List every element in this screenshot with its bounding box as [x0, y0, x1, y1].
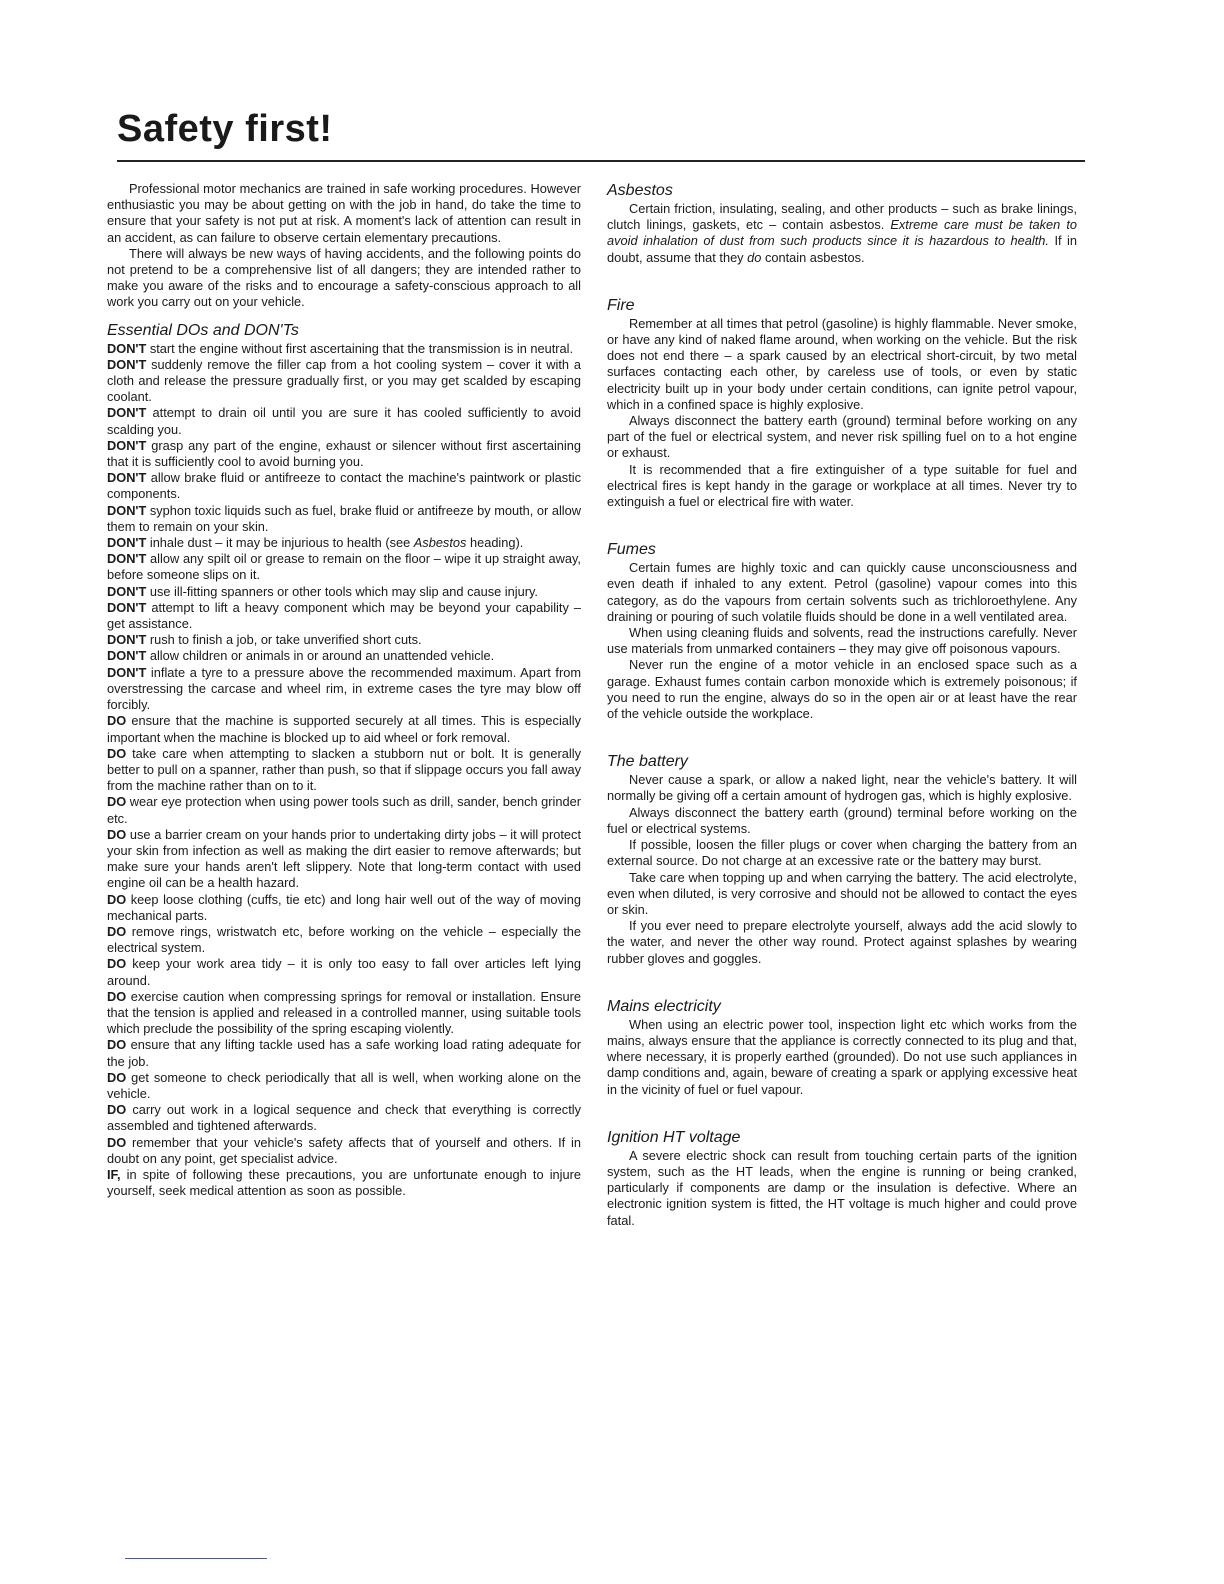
mains-paragraph-1: When using an electric power tool, inspection light etc which works from the mains, always ensure that the appliance is correctly connected to its plug and that, where necessary, it is properly earthed (grounded). Do not use such appliances in damp conditions and, again, beware of creating a spark or applying excessive heat in the vicinity of fuel or fuel vapour. [607, 1016, 1077, 1097]
fumes-paragraph-1: Certain fumes are highly toxic and can quickly cause unconsciousness and even death if inhaled to any extent. Petrol (gasoline) vapour comes into this category, as do the vapours from certain solvents such as trichloroethylene. Any draining or pouring of such volatile fluids should be done in a well ventilated area. [607, 560, 1077, 624]
safety-rule-item [107, 1037, 581, 1069]
page-title: Safety first! [117, 108, 333, 150]
rule-keyword: DON'T [107, 648, 147, 664]
rule-keyword: DO [107, 1037, 127, 1053]
battery-paragraph-5: If you ever need to prepare electrolyte yourself, always add the acid slowly to the water, and never the other way round. Protect against splashes by wearing rubber gloves and goggles. [607, 918, 1077, 966]
rule-text: inhale dust – it may be injurious to health (see [146, 535, 414, 551]
battery-paragraph-4: Take care when topping up and when carrying the battery. The acid electrolyte, even when diluted, is very corrosive and should not be allowed to contact the eyes or skin. [607, 869, 1077, 917]
safety-rule-item [107, 1135, 581, 1167]
rule-keyword: DON'T [107, 664, 147, 680]
fire-paragraph-3: It is recommended that a fire extinguisher of a type suitable for fuel and electrical fires is kept handy in the garage or workplace at all times. Never try to extinguish a fuel or electrical fire with water. [607, 461, 1077, 510]
rule-keyword: DO [107, 794, 127, 810]
rule-text: use ill-fitting spanners or other tools which may slip and cause injury. [146, 583, 538, 599]
rule-keyword: DO [107, 826, 127, 842]
right-column [607, 181, 1077, 1259]
rule-text: rush to finish a job, or take unverified short cuts. [146, 632, 422, 648]
rule-keyword: DO [107, 713, 127, 729]
safety-rule-item [107, 341, 581, 357]
rule-keyword: DON'T [107, 340, 147, 356]
rule-text: attempt to drain oil until you are sure it has cooled sufficiently to avoid scalding you. [107, 405, 581, 437]
intro-paragraph-1: Professional motor mechanics are trained in safe working procedures. However enthusiastic you may be about getting on with the job in hand, do take the time to ensure that your safety is not put at risk. A moment's lack of attention can result in an accident, as can failure to observe certain elementary precautions. [107, 181, 581, 245]
rule-text: attempt to lift a heavy component which may be beyond your capability – get assistance. [107, 599, 581, 632]
section-heading-asbestos: Asbestos [607, 182, 673, 199]
rule-keyword: DON'T [107, 437, 147, 453]
rule-keyword: DO [107, 988, 127, 1004]
rule-keyword: DON'T [107, 535, 147, 551]
rule-keyword: DO [107, 956, 127, 972]
rule-keyword: DON'T [107, 632, 147, 648]
intro-paragraph-2: There will always be new ways of having accidents, and the following points do not pretend to be a comprehensive list of all dangers; they are intended rather to make you aware of the risks and to encourage a safety-conscious approach to all work you carry out on your vehicle. [107, 245, 581, 310]
rule-keyword: DO [107, 1134, 127, 1150]
essentials-list [107, 341, 581, 1200]
rule-text: ensure that any lifting tackle used has a safe working load rating adequate for the job. [107, 1037, 581, 1069]
section-heading-ignition: Ignition HT voltage [607, 1128, 741, 1146]
rule-keyword: DO [107, 1102, 127, 1118]
section-mains [607, 997, 1077, 1098]
asbestos-paragraph [607, 201, 1077, 266]
asbestos-text-c: contain asbestos. [761, 249, 865, 265]
rule-text: start the engine without first ascertaining that the transmission is in neutral. [146, 340, 574, 356]
rule-text: suddenly remove the filler cap from a hot cooling system – cover it with a cloth and release the pressure gradually first, or you may get scalded by escaping coolant. [107, 356, 581, 405]
rule-keyword: DO [107, 1069, 127, 1085]
safety-rule-item [107, 989, 581, 1038]
section-battery [607, 752, 1077, 966]
rule-keyword: DO [107, 745, 127, 761]
rule-keyword: DON'T [107, 583, 147, 599]
rule-keyword: DO [107, 923, 127, 939]
safety-rule-item [107, 503, 581, 535]
ignition-paragraph-1: A severe electric shock can result from touching certain parts of the ignition system, such as the HT leads, when the engine is running or being cranked, particularly if components are damp or the insulation is defective. Where an electronic ignition system is fitted, the HT voltage is much higher and could prove fatal. [607, 1147, 1077, 1228]
section-fumes [607, 540, 1077, 722]
safety-rule-item [107, 632, 581, 648]
safety-rule-item [107, 535, 581, 551]
rule-keyword: DO [107, 891, 127, 907]
rule-keyword: IF, [107, 1166, 121, 1182]
safety-rule-item [107, 1070, 581, 1102]
rule-text: exercise caution when compressing springs for removal or installation. Ensure that the tension is applied and released in a controlled manner, using suitable tools which preclude the possibility of the spring escaping violently. [107, 988, 581, 1037]
section-fire [607, 296, 1077, 510]
rule-keyword: DON'T [107, 356, 147, 372]
rule-text: inflate a tyre to a pressure above the recommended maximum. Apart from overstressing the carcase and wheel rim, in extreme cases the tyre may blow off forcibly. [107, 664, 581, 713]
rule-text: wear eye protection when using power tools such as drill, sander, bench grinder etc. [107, 794, 581, 826]
fumes-paragraph-2: When using cleaning fluids and solvents, read the instructions carefully. Never use materials from unmarked containers – they may give off poisonous vapours. [607, 625, 1077, 657]
rule-text: in spite of following these precautions, you are unfortunate enough to injure yourself, seek medical attention as soon as possible. [107, 1166, 581, 1199]
asbestos-text-a: Certain friction, insulating, sealing, and other products – such as brake linings, clutch linings, gaskets, etc – contain asbestos. [607, 201, 1077, 233]
fumes-paragraph-3: Never run the engine of a motor vehicle in an enclosed space such as a garage. Exhaust fumes contain carbon monoxide which is extremely poisonous; if you need to run the engine, always do so in the open air or at least have the rear of the vehicle outside the workplace. [607, 657, 1077, 722]
rule-text: remove rings, wristwatch etc, before working on the vehicle – especially the electrical system. [107, 923, 581, 956]
rule-text: remember that your vehicle's safety affects that of yourself and others. If in doubt on any point, get specialist advice. [107, 1134, 581, 1166]
rule-text: get someone to check periodically that all is well, when working alone on the vehicle. [107, 1069, 581, 1101]
rule-keyword: DON'T [107, 599, 147, 615]
safety-rule-item [107, 924, 581, 956]
section-heading-essentials: Essential DOs and DON'Ts [107, 321, 299, 339]
safety-rule-item [107, 405, 581, 437]
fire-paragraph-1: Remember at all times that petrol (gasoline) is highly flammable. Never smoke, or have any kind of naked flame around, when working on the vehicle. But the risk does not end there – a spark caused by an electrical short-circuit, by two metal surfaces contacting each other, by careless use of tools, or even by static electricity built up in your body under certain conditions, can ignite petrol vapour, which in a confined space is highly explosive. [607, 315, 1077, 412]
section-ignition [607, 1128, 1077, 1229]
safety-rule-item [107, 648, 581, 664]
section-asbestos [607, 181, 1077, 266]
rule-text: ensure that the machine is supported securely at all times. This is especially important when the machine is blocked up to aid wheel or fork removal. [107, 713, 581, 745]
rule-text: use a barrier cream on your hands prior to undertaking dirty jobs – it will protect your skin from infection as well as making the dirt easier to remove afterwards; but make sure your hands aren't left slippery. Note that long-term contact with used engine oil can be a health hazard. [107, 826, 581, 891]
rule-emphasis: Asbestos [413, 535, 467, 551]
safety-rule-item [107, 892, 581, 924]
rule-keyword: DON'T [107, 502, 147, 518]
rule-text: allow children or animals in or around an unattended vehicle. [146, 648, 495, 664]
safety-rule-item [107, 1167, 581, 1199]
left-column [107, 181, 581, 1199]
rule-text: allow any spilt oil or grease to remain on the floor – wipe it up straight away, before someone slips on it. [107, 551, 581, 583]
safety-rule-item [107, 470, 581, 502]
asbestos-emphasis-do: do [747, 249, 762, 265]
section-heading-fumes: Fumes [607, 541, 656, 559]
asbestos-text-b: If in doubt, assume that they [607, 233, 1077, 265]
rule-keyword: DON'T [107, 405, 147, 421]
safety-rule-item [107, 956, 581, 988]
section-heading-fire: Fire [607, 296, 635, 314]
safety-rule-item [107, 551, 581, 583]
safety-rule-item [107, 746, 581, 795]
battery-paragraph-2: Always disconnect the battery earth (ground) terminal before working on the fuel or electrical systems. [607, 804, 1077, 836]
fire-paragraph-2: Always disconnect the battery earth (ground) terminal before working on any part of the fuel or electrical system, and never risk spilling fuel on to a hot engine or exhaust. [607, 413, 1077, 461]
rule-text-tail: heading). [466, 535, 524, 551]
rule-keyword: DON'T [107, 551, 147, 567]
rule-text: allow brake fluid or antifreeze to contact the machine's paintwork or plastic components. [107, 470, 581, 502]
rule-text: syphon toxic liquids such as fuel, brake fluid or antifreeze by mouth, or allow them to remain on your skin. [107, 502, 581, 534]
asbestos-emphasis: Extreme care must be taken to avoid inhalation of dust from such products since it is hazardous to health. [607, 217, 1077, 249]
rule-keyword: DON'T [107, 470, 147, 486]
rule-text: keep your work area tidy – it is only too easy to fall over articles left lying around. [107, 956, 581, 988]
title-divider [117, 160, 1085, 162]
safety-rule-item [107, 1102, 581, 1134]
rule-text: keep loose clothing (cuffs, tie etc) and long hair well out of the way of moving mechanical parts. [107, 891, 581, 923]
rule-text: carry out work in a logical sequence and check that everything is correctly assembled and tightened afterwards. [107, 1102, 581, 1134]
safety-rule-item [107, 584, 581, 600]
battery-paragraph-1: Never cause a spark, or allow a naked light, near the vehicle's battery. It will normally be giving off a certain amount of hydrogen gas, which is highly explosive. [607, 772, 1077, 804]
battery-paragraph-3: If possible, loosen the filler plugs or cover when charging the battery from an external source. Do not charge at an excessive rate or the battery may burst. [607, 837, 1077, 869]
rule-text: take care when attempting to slacken a stubborn nut or bolt. It is generally better to pull on a spanner, rather than push, so that if slippage occurs you fall away from the machine rather than on to it. [107, 745, 581, 794]
section-heading-mains: Mains electricity [607, 997, 721, 1015]
rule-text: grasp any part of the engine, exhaust or silencer without first ascertaining that it is sufficiently cool to avoid burning you. [107, 437, 581, 470]
section-heading-battery: The battery [607, 753, 688, 771]
safety-rule-item [107, 438, 581, 470]
safety-rule-item [107, 357, 581, 406]
safety-rule-item [107, 665, 581, 714]
safety-rule-item [107, 827, 581, 892]
footer-divider [125, 1558, 267, 1559]
safety-rule-item [107, 794, 581, 826]
safety-rule-item [107, 600, 581, 632]
safety-rule-item [107, 713, 581, 745]
